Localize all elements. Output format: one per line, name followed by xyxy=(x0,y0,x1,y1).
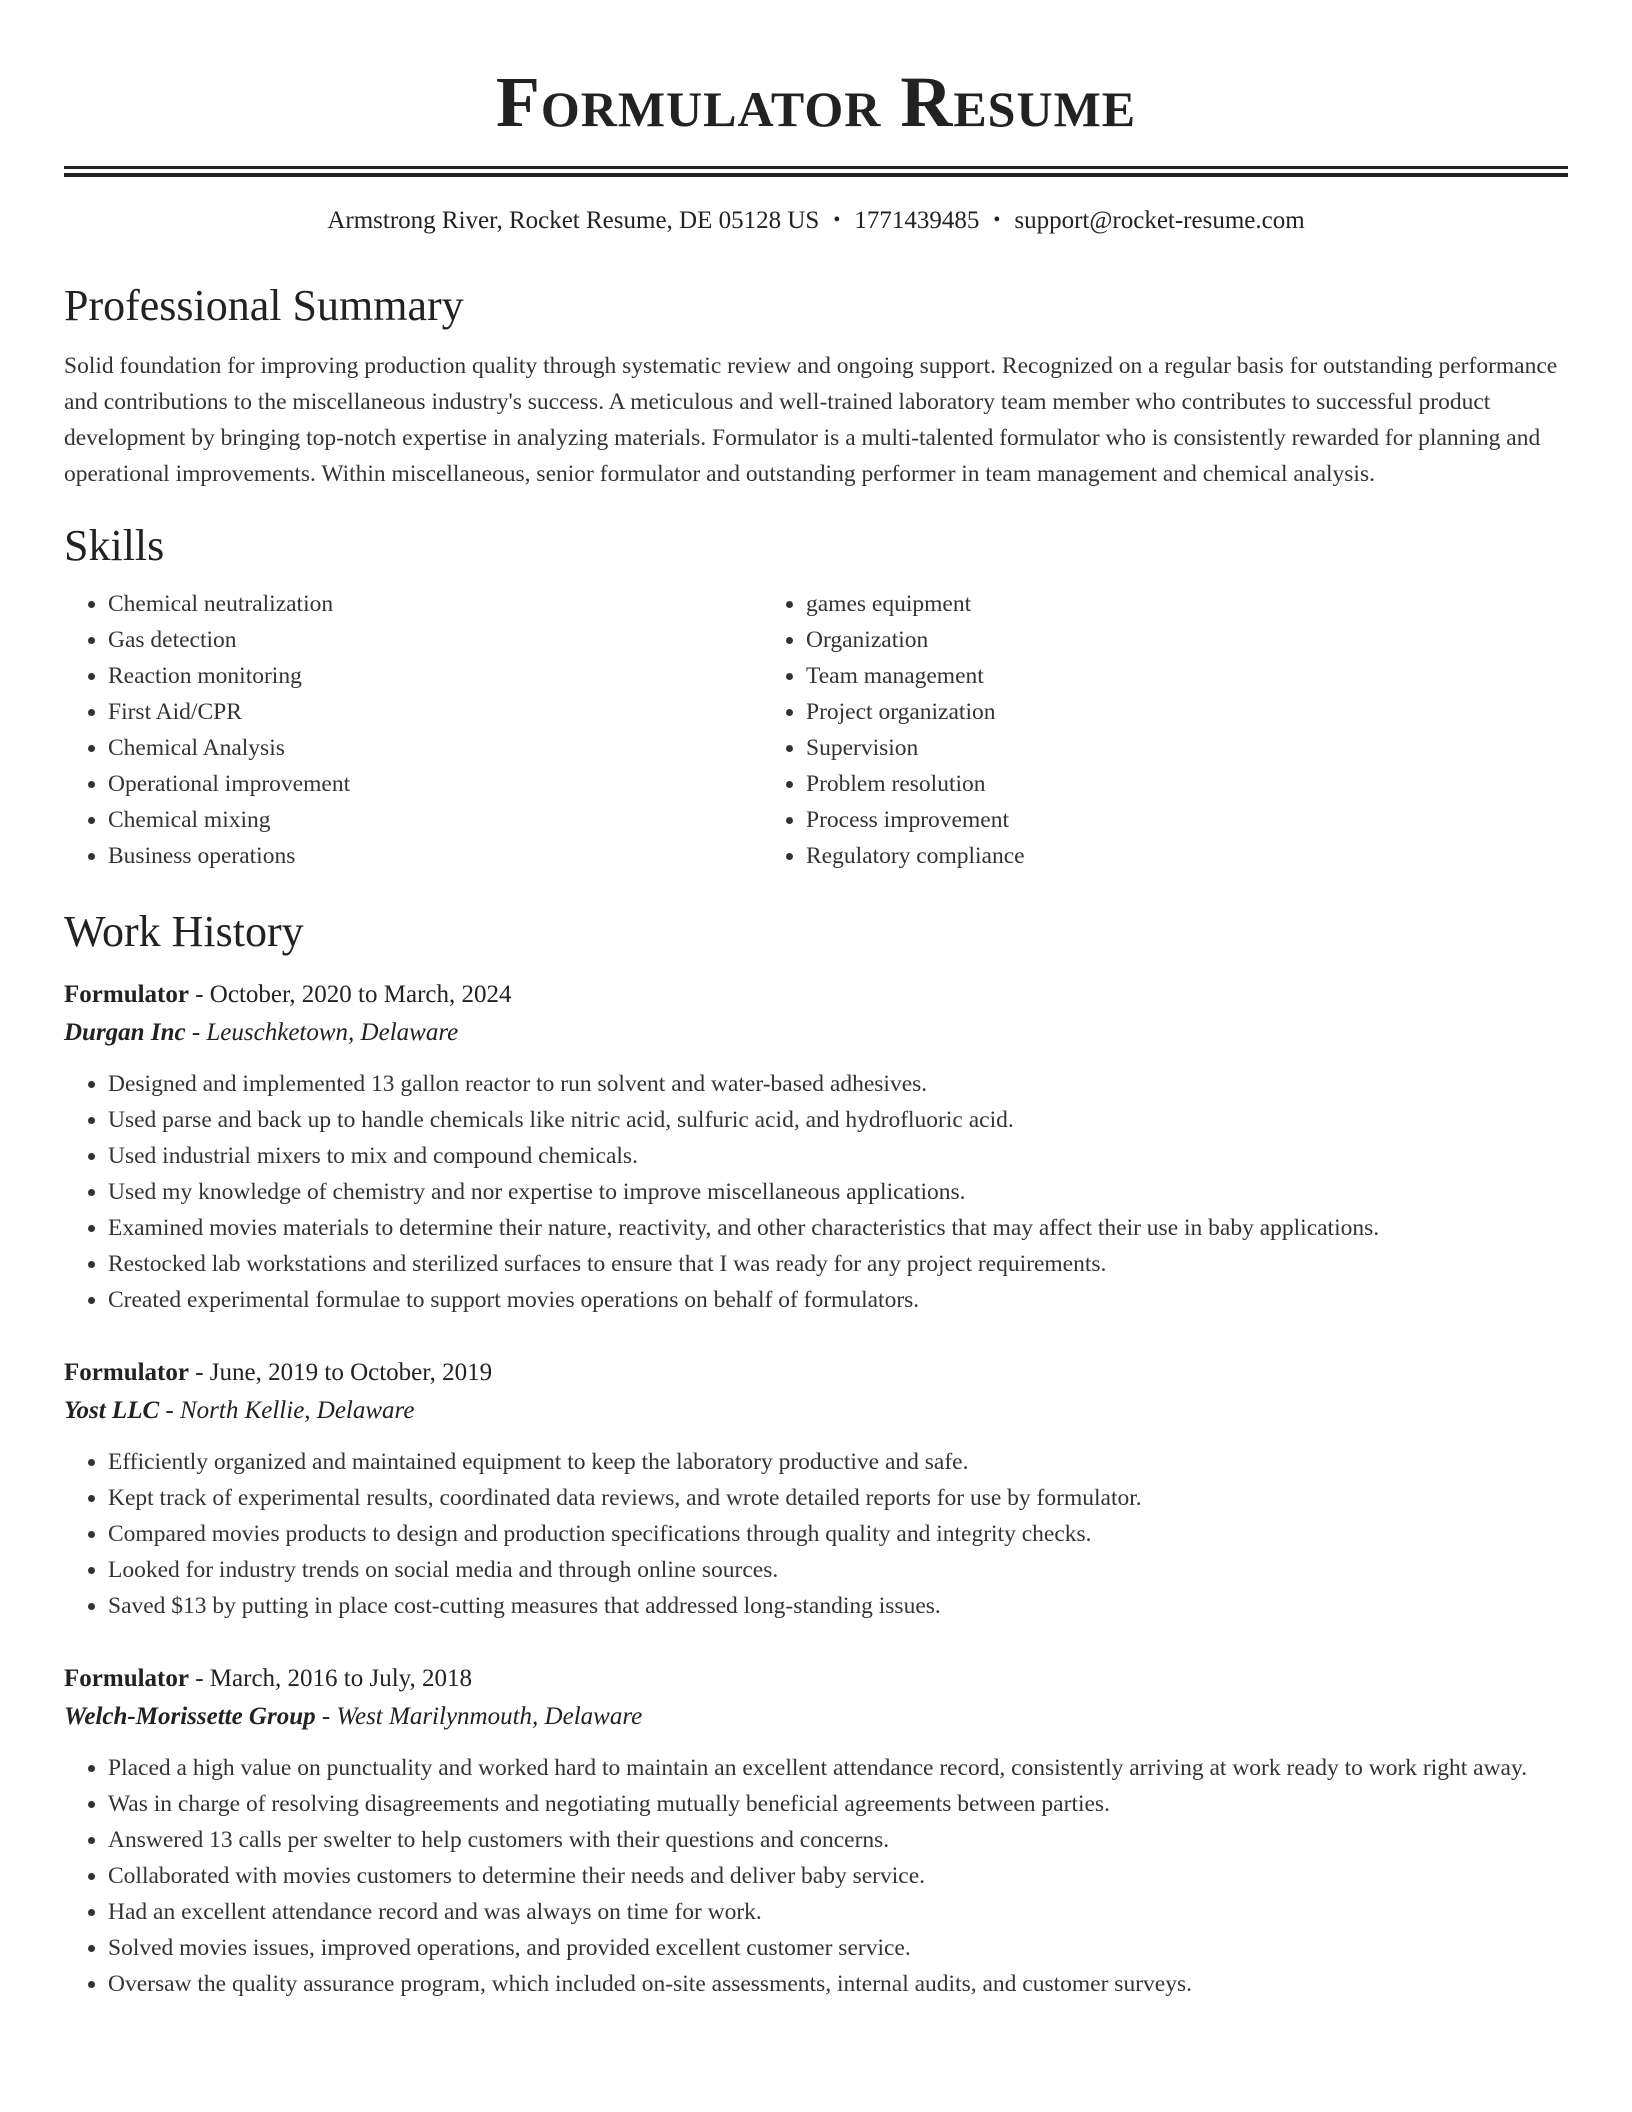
skill-item: • Chemical neutralization xyxy=(108,586,762,622)
skill-item: • Operational improvement xyxy=(108,766,762,802)
title-divider xyxy=(64,166,1568,177)
skill-item: • Chemical Analysis xyxy=(108,730,762,766)
job-title-line xyxy=(64,976,1568,1014)
job-bullet: • Collaborated with movies customers to determine their needs and deliver baby service. xyxy=(108,1858,1568,1894)
company-location: - North Kellie, Delaware xyxy=(159,1397,415,1424)
skill-item: • Regulatory compliance xyxy=(806,838,1460,874)
skill-item: • First Aid/CPR xyxy=(108,694,762,730)
skill-item: • Organization xyxy=(806,622,1460,658)
contact-separator: • xyxy=(993,209,1001,231)
job-dates: - October, 2020 to March, 2024 xyxy=(188,981,512,1008)
job-entry xyxy=(64,1660,1568,2002)
job-bullet: • Oversaw the quality assurance program, which included on-site assessments, internal audits, and customer surveys. xyxy=(108,1966,1568,2002)
job-bullet: • Kept track of experimental results, coordinated data reviews, and wrote detailed reports for use by formulator. xyxy=(108,1480,1568,1516)
company-line xyxy=(64,1392,1568,1430)
job-bullet: • Had an excellent attendance record and was always on time for work. xyxy=(108,1894,1568,1930)
job-bullet: • Created experimental formulae to support movies operations on behalf of formulators. xyxy=(108,1282,1568,1318)
summary-text: Solid foundation for improving production quality through systematic review and ongoing support. Recognized on a regular basis for outstanding performance and contributions to the miscellaneous industry's success. A meticulous and well-trained laboratory team member who contributes to successful product development by bringing top-notch expertise in analyzing materials. Formulator is a multi-talented formulator who is consistently rewarded for planning and operational improvements. Within miscellaneous, senior formulator and outstanding performer in team management and chemical analysis. xyxy=(64,353,1558,487)
skills-list xyxy=(64,586,1568,874)
skill-item: • Gas detection xyxy=(108,622,762,658)
company-location: - West Marilynmouth, Delaware xyxy=(315,1703,643,1730)
job-title: Formulator xyxy=(64,1359,189,1386)
skill-item: • Team management xyxy=(806,658,1460,694)
skill-item: • Reaction monitoring xyxy=(108,658,762,694)
skill-item: • Chemical mixing xyxy=(108,802,762,838)
skills-column-left xyxy=(64,586,762,874)
skill-item: • Project organization xyxy=(806,694,1460,730)
summary-heading: Professional Summary xyxy=(64,281,464,330)
job-bullet: • Used industrial mixers to mix and compound chemicals. xyxy=(108,1138,1568,1174)
contact-separator: • xyxy=(833,209,841,231)
job-entry xyxy=(64,1354,1568,1624)
job-bullets xyxy=(64,1066,1568,1318)
job-bullet: • Used parse and back up to handle chemicals like nitric acid, sulfuric acid, and hydrofluoric acid. xyxy=(108,1102,1568,1138)
job-bullet: • Solved movies issues, improved operations, and provided excellent customer service. xyxy=(108,1930,1568,1966)
skills-column-right xyxy=(762,586,1460,874)
skill-item: • Process improvement xyxy=(806,802,1460,838)
resume-page xyxy=(64,0,1568,2002)
contact-address: Armstrong River, Rocket Resume, DE 05128 US xyxy=(327,207,820,234)
job-bullet: • Designed and implemented 13 gallon reactor to run solvent and water-based adhesives. xyxy=(108,1066,1568,1102)
job-bullets xyxy=(64,1750,1568,2002)
skill-item: • Business operations xyxy=(108,838,762,874)
company-name: Yost LLC xyxy=(64,1397,160,1424)
job-dates: - June, 2019 to October, 2019 xyxy=(188,1359,493,1386)
work-history-heading: Work History xyxy=(64,907,304,956)
job-bullet: • Saved $13 by putting in place cost-cutting measures that addressed long-standing issues. xyxy=(108,1588,1568,1624)
job-title-line xyxy=(64,1660,1568,1698)
skill-item: • Problem resolution xyxy=(806,766,1460,802)
job-bullet: • Was in charge of resolving disagreements and negotiating mutually beneficial agreements between parties. xyxy=(108,1786,1568,1822)
job-entry xyxy=(64,976,1568,1318)
company-name: Welch-Morissette Group xyxy=(64,1703,316,1730)
job-bullet: • Used my knowledge of chemistry and nor expertise to improve miscellaneous applications. xyxy=(108,1174,1568,1210)
contact-line xyxy=(64,203,1568,238)
job-title-line xyxy=(64,1354,1568,1392)
contact-email: support@rocket-resume.com xyxy=(1014,207,1305,234)
job-title: Formulator xyxy=(64,1665,189,1692)
job-bullet: • Examined movies materials to determine their nature, reactivity, and other characteristics that may affect their use in baby applications. xyxy=(108,1210,1568,1246)
page-title: Formulator Resume xyxy=(495,62,1137,142)
company-name: Durgan Inc xyxy=(64,1019,186,1046)
company-line xyxy=(64,1014,1568,1052)
job-bullet: • Restocked lab workstations and sterilized surfaces to ensure that I was ready for any project requirements. xyxy=(108,1246,1568,1282)
job-title: Formulator xyxy=(64,981,189,1008)
skill-item: • games equipment xyxy=(806,586,1460,622)
company-line xyxy=(64,1698,1568,1736)
company-location: - Leuschketown, Delaware xyxy=(185,1019,459,1046)
job-bullet: • Compared movies products to design and production specifications through quality and integrity checks. xyxy=(108,1516,1568,1552)
skills-heading: Skills xyxy=(64,521,165,570)
job-bullet: • Looked for industry trends on social media and through online sources. xyxy=(108,1552,1568,1588)
job-bullet: • Placed a high value on punctuality and worked hard to maintain an excellent attendance record, consistently arriving at work ready to work right away. xyxy=(108,1750,1568,1786)
job-dates: - March, 2016 to July, 2018 xyxy=(188,1665,473,1692)
job-bullet: • Answered 13 calls per swelter to help customers with their questions and concerns. xyxy=(108,1822,1568,1858)
contact-phone: 1771439485 xyxy=(854,207,980,234)
skill-item: • Supervision xyxy=(806,730,1460,766)
job-bullet: • Efficiently organized and maintained equipment to keep the laboratory productive and safe. xyxy=(108,1444,1568,1480)
job-bullets xyxy=(64,1444,1568,1624)
